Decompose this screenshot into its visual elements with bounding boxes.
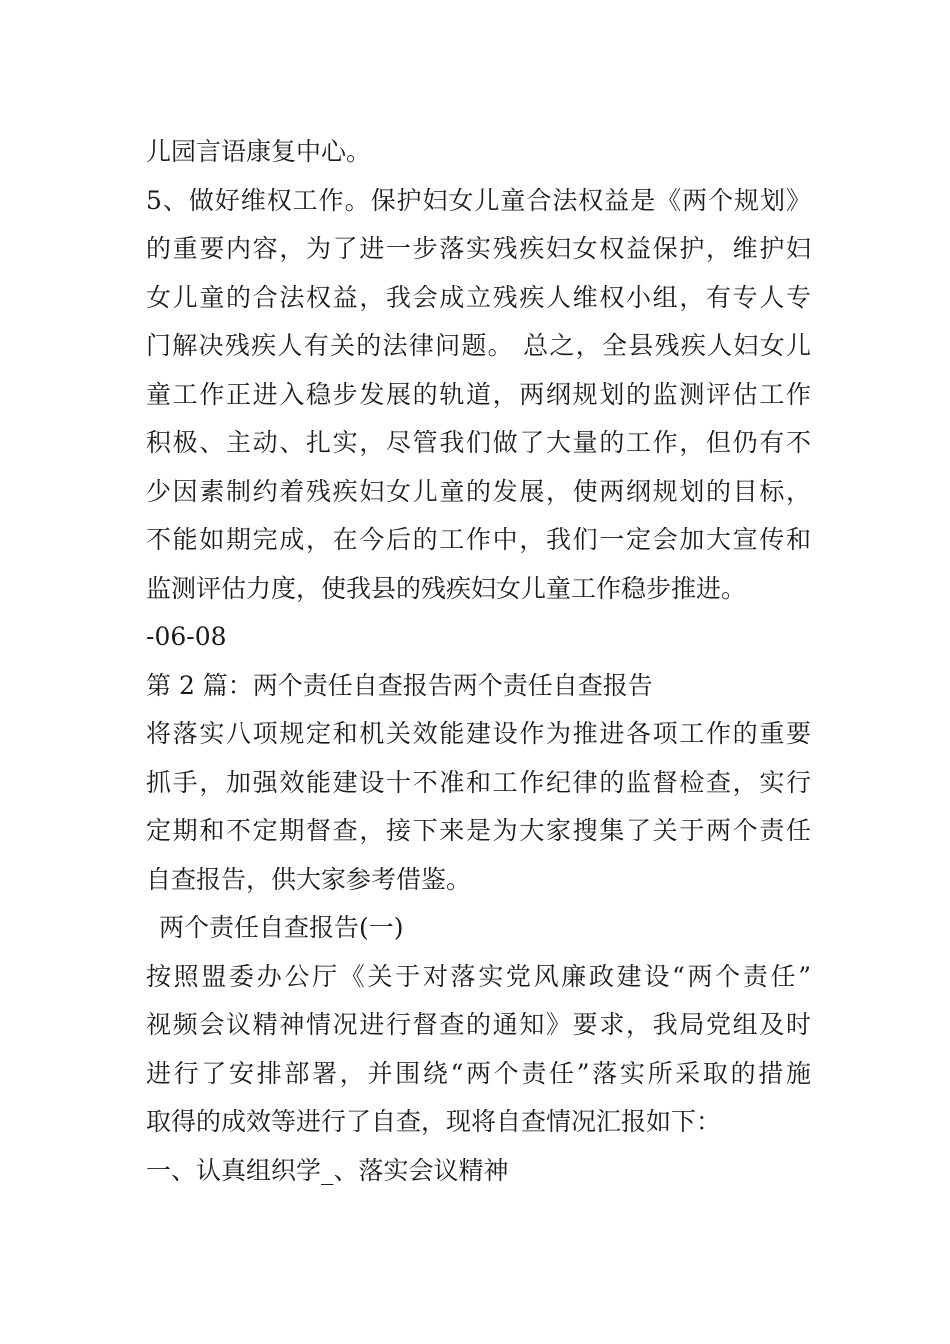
text-line-5: 门解决残疾人有关的法律问题。 总之，全县残疾人妇女儿: [146, 331, 811, 360]
text-line-21: 取得的成效等进行了自查，现将自查情况汇报如下：: [146, 1107, 722, 1136]
text-line-3: 的重要内容，为了进一步落实残疾妇女权益保护，维护妇: [146, 234, 811, 263]
text-line-14: 抓手，加强效能建设十不准和工作纪律的监督检查，实行: [146, 767, 811, 797]
text-line-15: 定期和不定期督查，接下来是为大家搜集了关于两个责任: [146, 816, 811, 845]
document-body: [146, 128, 811, 1195]
text-line-20: 进行了安排部署，并围绕“两个责任”落实所采取的措施: [146, 1058, 811, 1088]
date-line: -06-08: [146, 622, 227, 651]
text-line-9: 不能如期完成，在今后的工作中，我们一定会加大宣传和: [146, 525, 811, 554]
section-heading: 第 2 篇：两个责任自查报告两个责任自查报告: [146, 670, 653, 700]
text-line-2: 5、做好维权工作。保护妇女儿童合法权益是《两个规划》: [146, 185, 811, 215]
text-line-7: 积极、主动、扎实，尽管我们做了大量的工作，但仍有不: [146, 428, 811, 457]
list-heading: 一、认真组织学_、落实会议精神: [146, 1155, 509, 1185]
text-line-8: 少因素制约着残疾妇女儿童的发展，使两纲规划的目标，: [146, 476, 811, 506]
text-line-10: 监测评估力度，使我县的残疾妇女儿童工作稳步推进。: [146, 573, 747, 603]
text-line-1: 儿园言语康复中心。: [146, 137, 372, 166]
text-line-16: 自查报告，供大家参考借鉴。: [146, 864, 472, 894]
text-line-18: 按照盟委办公厅《关于对落实党风廉政建设“两个责任”: [146, 961, 811, 991]
text-line-6: 童工作正进入稳步发展的轨道，两纲规划的监测评估工作: [146, 379, 811, 409]
text-line-4: 女儿童的合法权益，我会成立残疾人维权小组，有专人专: [146, 282, 811, 312]
text-line-19: 视频会议精神情况进行督查的通知》要求，我局党组及时: [146, 1010, 811, 1039]
subsection-heading: 两个责任自查报告(一): [159, 913, 404, 942]
text-line-13: 将落实八项规定和机关效能建设作为推进各项工作的重要: [146, 719, 811, 748]
